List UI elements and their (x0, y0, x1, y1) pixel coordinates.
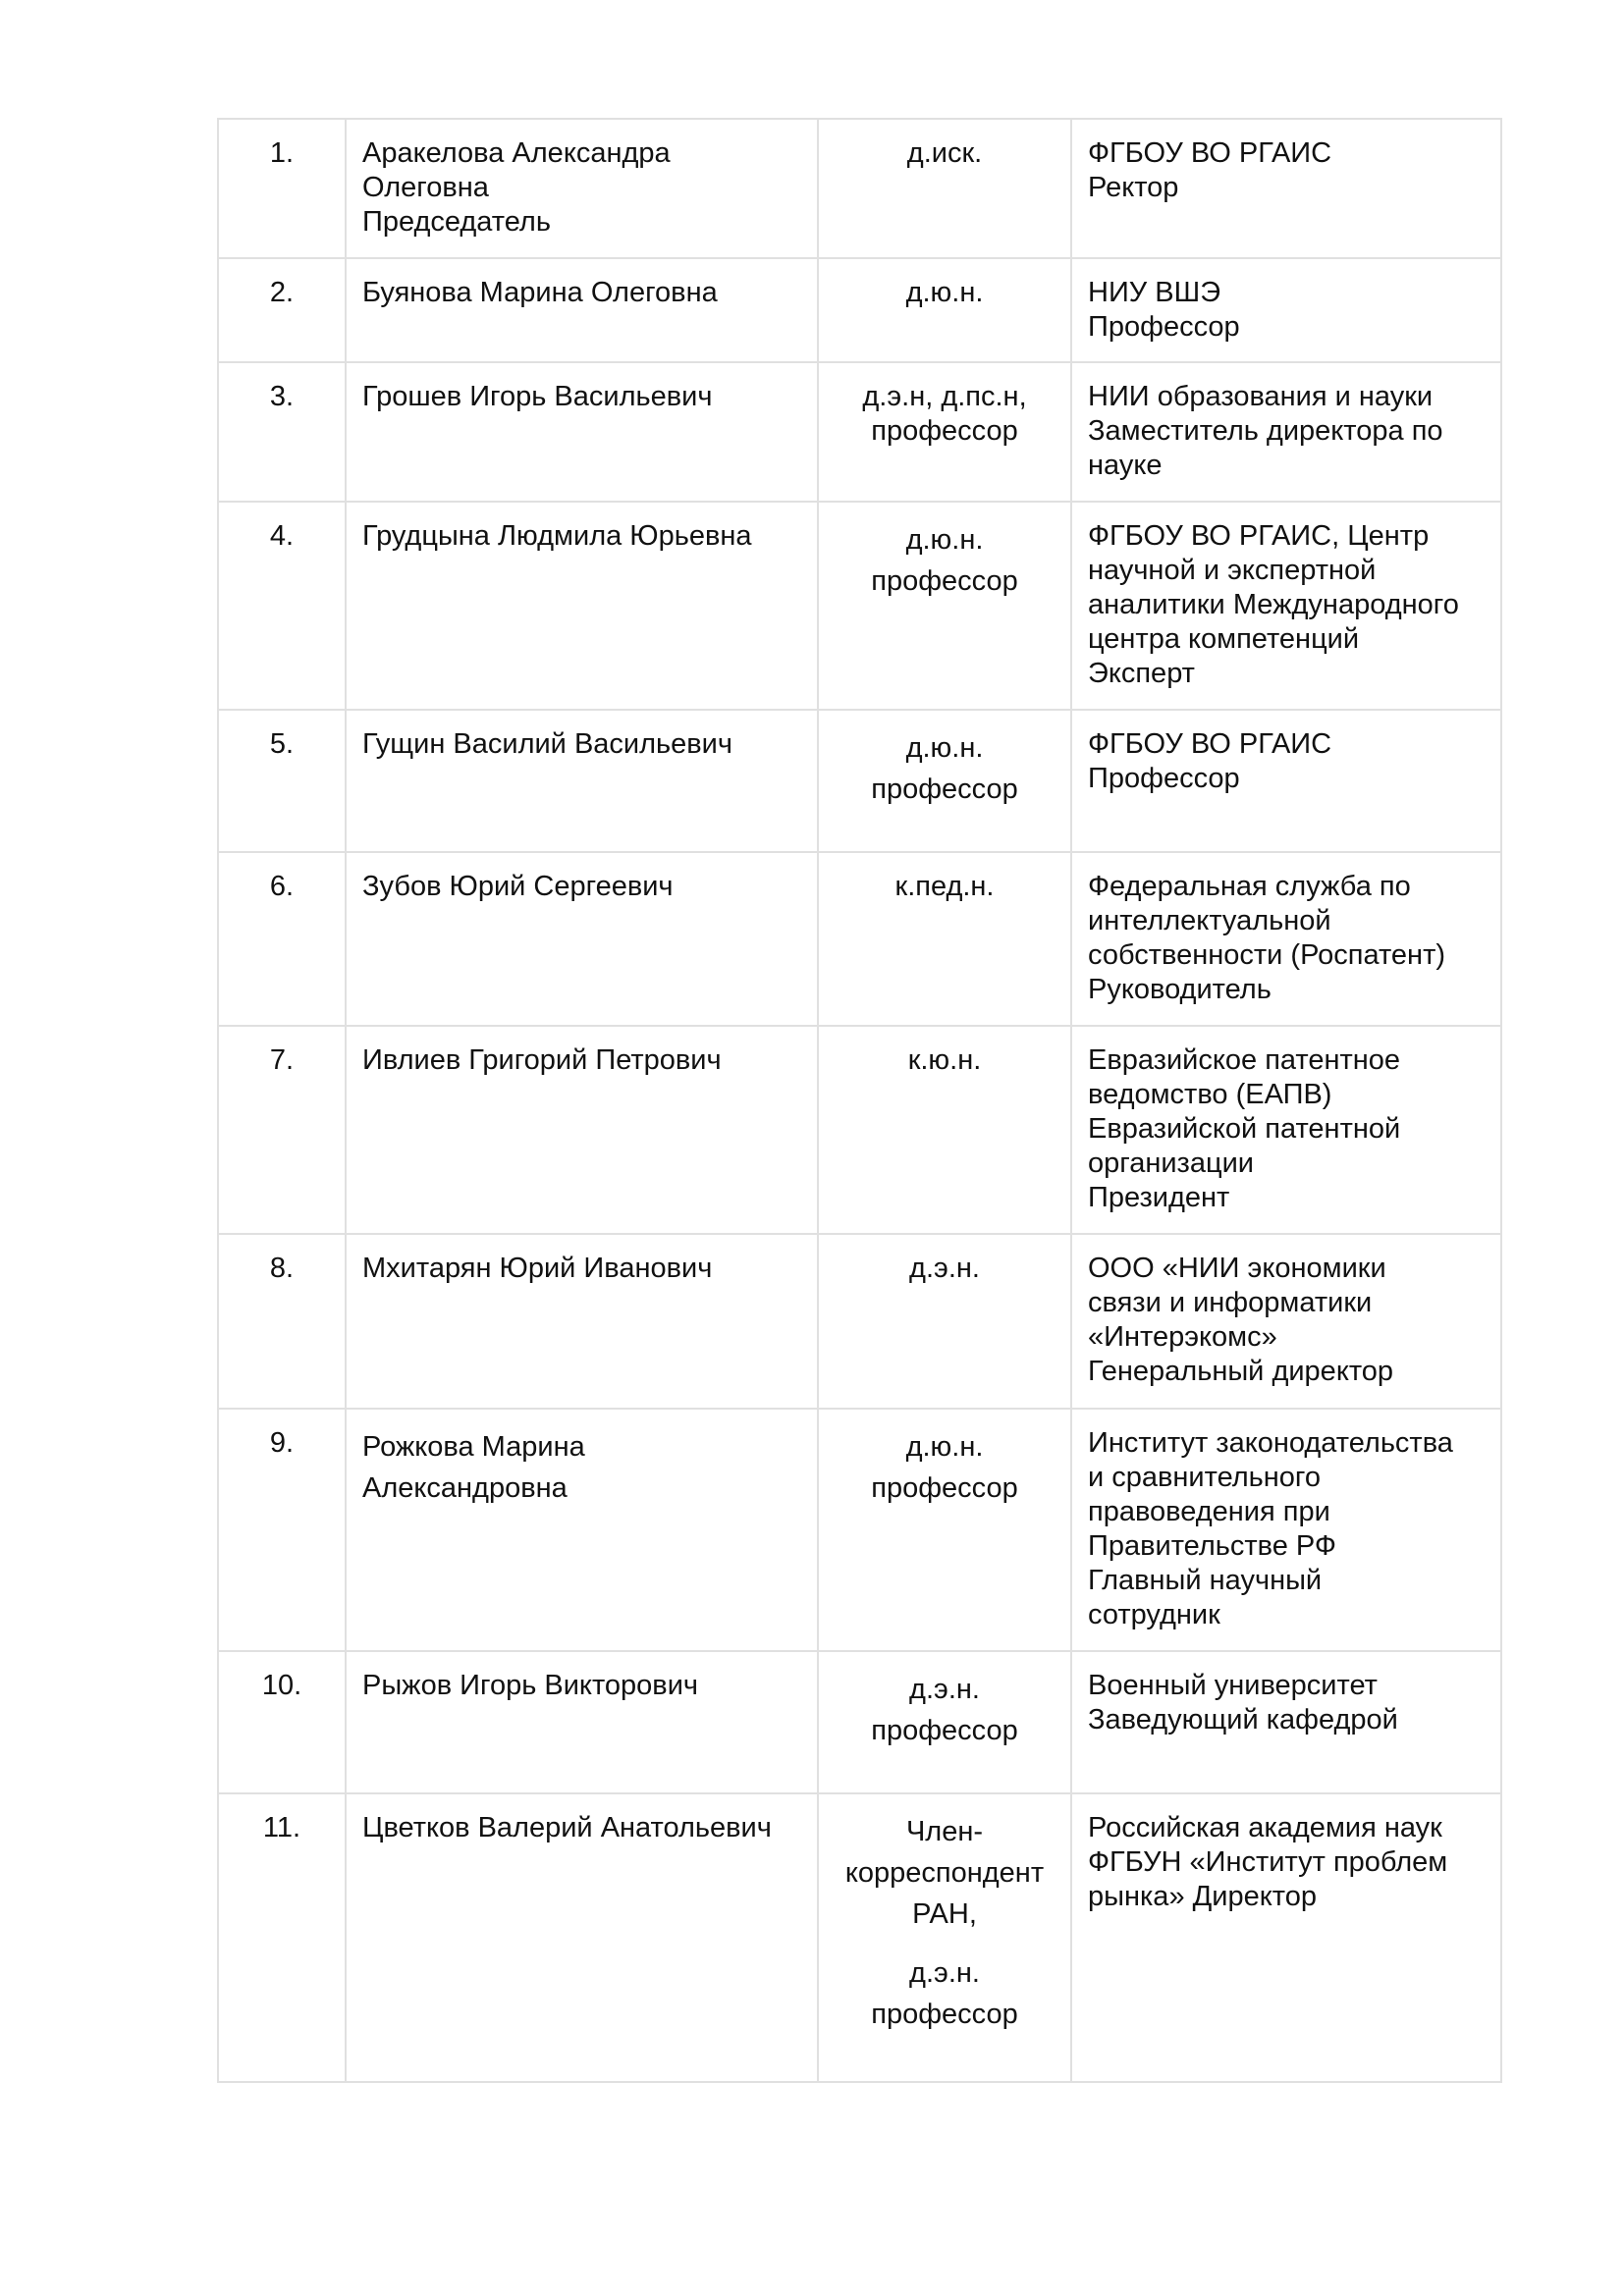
member-name: Аракелова Александра Олеговна Председатель (346, 119, 818, 258)
paragraph-gap (835, 1935, 1055, 1952)
table-row (218, 362, 1501, 502)
member-organization: ООО «НИИ экономики связи и информатики «Интерэкомс» Генеральный директор (1071, 1234, 1501, 1409)
member-name: Грудцына Людмила Юрьевна (346, 502, 818, 710)
member-organization: ФГБОУ ВО РГАИС, Центр научной и экспертной аналитики Международного центра компетенций Эксперт (1071, 502, 1501, 710)
table-row (218, 852, 1501, 1026)
member-degree: Член- корреспондент РАН, д.э.н. профессор (818, 1793, 1071, 2082)
member-degree: д.э.н, д.пс.н, профессор (818, 362, 1071, 502)
member-organization: Институт законодательства и сравнительного правоведения при Правительстве РФ Главный научный сотрудник (1071, 1409, 1501, 1651)
member-degree: д.ю.н. профессор (818, 502, 1071, 710)
member-name: Гущин Василий Васильевич (346, 710, 818, 852)
member-degree: к.пед.н. (818, 852, 1071, 1026)
member-organization: ФГБОУ ВО РГАИС Ректор (1071, 119, 1501, 258)
table-row (218, 502, 1501, 710)
member-organization: ФГБОУ ВО РГАИС Профессор (1071, 710, 1501, 852)
table-row (218, 1409, 1501, 1651)
member-organization: НИИ образования и науки Заместитель директора по науке (1071, 362, 1501, 502)
member-organization: Федеральная служба по интеллектуальной собственности (Роспатент) Руководитель (1071, 852, 1501, 1026)
member-name: Цветков Валерий Анатольевич (346, 1793, 818, 2082)
member-degree: д.иск. (818, 119, 1071, 258)
member-name: Рожкова Марина Александровна (346, 1409, 818, 1651)
row-number: 4. (218, 502, 346, 710)
table-row (218, 258, 1501, 362)
member-name: Ивлиев Григорий Петрович (346, 1026, 818, 1234)
row-number: 1. (218, 119, 346, 258)
table-row (218, 1793, 1501, 2082)
row-number: 2. (218, 258, 346, 362)
member-degree: д.ю.н. профессор (818, 1409, 1071, 1651)
member-degree: д.э.н. профессор (818, 1651, 1071, 1793)
member-name: Рыжов Игорь Викторович (346, 1651, 818, 1793)
row-number: 6. (218, 852, 346, 1026)
member-degree: д.ю.н. (818, 258, 1071, 362)
member-degree: д.ю.н. профессор (818, 710, 1071, 852)
member-degree: к.ю.н. (818, 1026, 1071, 1234)
member-name: Зубов Юрий Сергеевич (346, 852, 818, 1026)
member-name: Буянова Марина Олеговна (346, 258, 818, 362)
member-name: Мхитарян Юрий Иванович (346, 1234, 818, 1409)
row-number: 9. (218, 1409, 346, 1651)
member-organization: Российская академия наук ФГБУН «Институт проблем рынка» Директор (1071, 1793, 1501, 2082)
row-number: 11. (218, 1793, 346, 2082)
table-row (218, 1234, 1501, 1409)
row-number: 10. (218, 1651, 346, 1793)
members-table (217, 118, 1502, 2083)
table-row (218, 119, 1501, 258)
row-number: 7. (218, 1026, 346, 1234)
members-table-body (218, 119, 1501, 2082)
row-number: 3. (218, 362, 346, 502)
table-row (218, 710, 1501, 852)
member-organization: Евразийское патентное ведомство (ЕАПВ) Евразийской патентной организации Президент (1071, 1026, 1501, 1234)
row-number: 8. (218, 1234, 346, 1409)
member-degree: д.э.н. (818, 1234, 1071, 1409)
member-name: Грошев Игорь Васильевич (346, 362, 818, 502)
table-row (218, 1651, 1501, 1793)
row-number: 5. (218, 710, 346, 852)
member-organization: НИУ ВШЭ Профессор (1071, 258, 1501, 362)
table-row (218, 1026, 1501, 1234)
member-organization: Военный университет Заведующий кафедрой (1071, 1651, 1501, 1793)
